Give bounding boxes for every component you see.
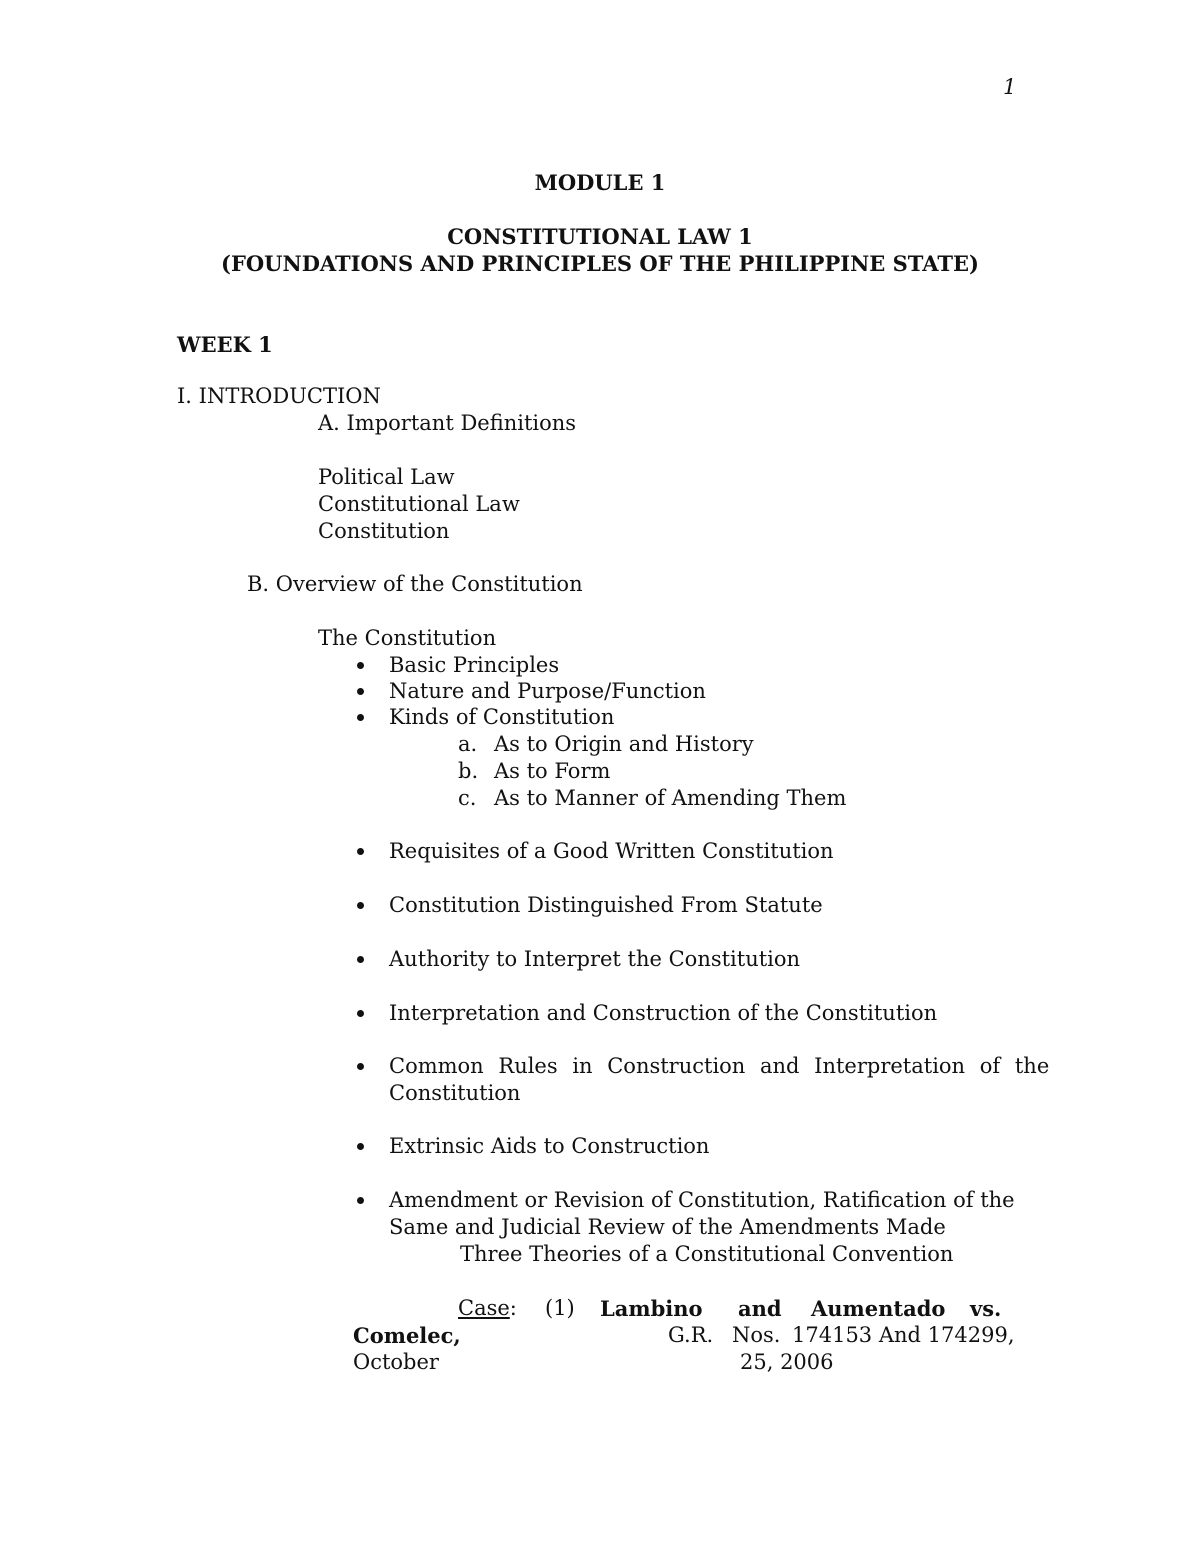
bullet-item: Amendment or Revision of Constitution, Ratification of the (389, 1188, 1015, 1212)
week-heading: WEEK 1 (177, 332, 273, 357)
bullet-item: Interpretation and Construction of the Constitution (389, 1001, 938, 1025)
sublist-marker: b. (458, 759, 479, 783)
sublist-marker: c. (458, 786, 477, 810)
sublist-item: As to Manner of Amending Them (494, 786, 847, 810)
bullet-item: Authority to Interpret the Constitution (389, 947, 801, 971)
page-number: 1 (1003, 75, 1017, 99)
case-gr-numbers: 174153 And 174299, (792, 1323, 1015, 1347)
bullet-item: Kinds of Constitution (389, 705, 615, 729)
case-date-rest: 25, 2006 (740, 1350, 834, 1374)
bullet-item: Common Rules in Construction and Interpretation of the (389, 1054, 1050, 1078)
case-party: and (738, 1296, 782, 1321)
definition-item: Political Law (318, 465, 455, 489)
overview-heading: The Constitution (318, 626, 497, 650)
bullet-item-continuation: Constitution (389, 1081, 521, 1105)
subsection-b-heading: B. Overview of the Constitution (247, 572, 583, 596)
case-respondent: Comelec, (353, 1323, 461, 1348)
case-number: (1) (545, 1296, 575, 1320)
case-label-colon: : (509, 1296, 517, 1320)
sublist-item: As to Origin and History (494, 732, 754, 756)
subsection-a-heading: A. Important Definitions (318, 411, 577, 435)
course-subtitle: (FOUNDATIONS AND PRINCIPLES OF THE PHILIPPINE STATE) (221, 251, 979, 276)
section-heading: I. INTRODUCTION (177, 384, 381, 408)
bullet-item: Extrinsic Aids to Construction (389, 1134, 710, 1158)
bullet-item: Basic Principles (389, 653, 560, 677)
case-party: vs. (970, 1296, 1002, 1321)
sublist-marker: a. (458, 732, 478, 756)
bullet-item: Nature and Purpose/Function (389, 679, 706, 703)
sublist-item: As to Form (494, 759, 611, 783)
bullet-item: Constitution Distinguished From Statute (389, 893, 823, 917)
case-label-text: Case (458, 1296, 510, 1320)
module-title: MODULE 1 (534, 170, 666, 195)
course-title: CONSTITUTIONAL LAW 1 (447, 224, 753, 249)
definition-item: Constitutional Law (318, 492, 520, 516)
case-party: Aumentado (811, 1296, 946, 1321)
case-label (458, 1295, 517, 1322)
case-gr-nos: Nos. (732, 1323, 781, 1347)
case-party: Lambino (600, 1296, 703, 1321)
case-date-month: October (353, 1350, 439, 1374)
bullet-item: Requisites of a Good Written Constitution (389, 839, 834, 863)
bullet-item-continuation: Same and Judicial Review of the Amendments Made (389, 1215, 946, 1239)
theories-line: Three Theories of a Constitutional Convention (460, 1242, 954, 1266)
definition-item: Constitution (318, 519, 450, 543)
case-gr-label: G.R. (668, 1323, 714, 1347)
